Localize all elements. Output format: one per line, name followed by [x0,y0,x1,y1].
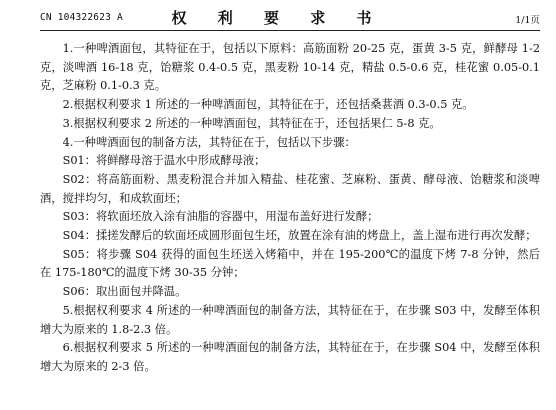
claim-4-step-s03: S03：将软面坯放入涂有油脂的容器中，用湿布盖好进行发酵； [62,210,379,224]
claim-4-step-s01: S01：将鲜酵母溶于温水中形成酵母液； [62,154,266,168]
claim-2: 2.根据权利要求 1 所述的一种啤酒面包，其特征在于，还包括桑葚酒 0.3-0.5 克。 [62,98,474,112]
page-indicator: 1/1页 [515,15,540,26]
publication-number: CN 104322623 A [40,12,123,23]
claim-3: 3.根据权利要求 2 所述的一种啤酒面包，其特征在于，还包括果仁 5-8 克。 [62,116,441,130]
document-title: 权 利 要 求 书 [171,9,385,27]
claim-1: 1.一种啤酒面包，其特征在于，包括以下原料：高筋面粉 20-25 克，蛋黄 3-5 克，鲜酵母 1-2 克，淡啤酒 16-18 克，饴糖浆 0.4-0.5 克，黑麦粉 10-14 克，精盐 0.5-0.6 克，桂花蜜 0.05-0.1 克，芝麻粉 0.1-0.3 克。 [40,42,540,93]
page-header [0,0,556,32]
claim-4-step-s06: S06：取出面包并降温。 [62,285,187,299]
header-divider [40,30,540,31]
claim-4: 4.一种啤酒面包的制备方法，其特征在于，包括以下步骤： [62,135,356,149]
claim-5: 5.根据权利要求 4 所述的一种啤酒面包的制备方法，其特征在于，在步骤 S03 中，发酵至体积增大为原来的 1.8-2.3 倍。 [40,303,540,336]
claim-4-step-s04: S04：揉搓发酵后的软面坯成圆形面包生坯，放置在涂有油的烤盘上，盖上湿布进行再次发酵； [62,229,537,243]
claims-body [40,40,540,377]
claim-4-step-s02: S02：将高筋面粉、黑麦粉混合并加入精盐、桂花蜜、芝麻粉、蛋黄、酵母液、饴糖浆和淡啤酒，搅拌均匀，和成软面坯； [40,172,540,205]
claim-6: 6.根据权利要求 5 所述的一种啤酒面包的制备方法，其特征在于，在步骤 S04 中，发酵至体积增大为原来的 2-3 倍。 [40,341,540,373]
claim-4-step-s05: S05：将步骤 S04 获得的面包生坯送入烤箱中，并在 195-200℃的温度下烤 7-8 分钟，然后在 175-180℃的温度下烤 30-35 分钟； [40,247,540,280]
